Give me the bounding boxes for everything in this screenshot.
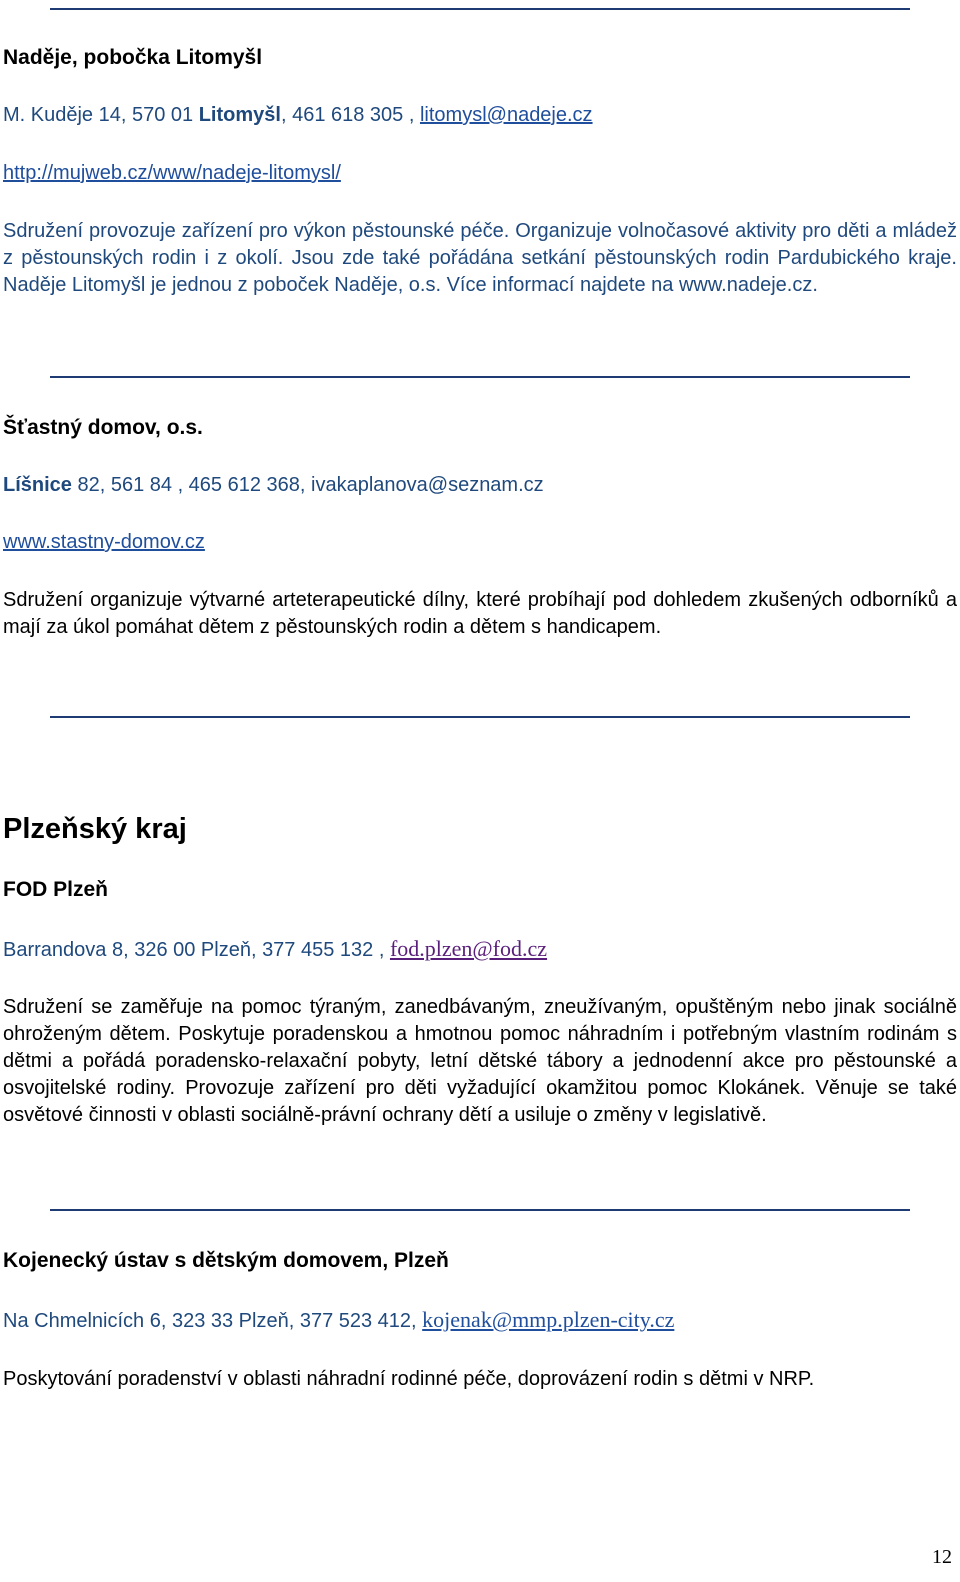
contact-line-fod-plzen — [3, 936, 547, 962]
web-link-stastny-domov[interactable]: www.stastny-domov.cz — [3, 531, 205, 553]
divider — [50, 1209, 910, 1211]
contact-phone: , 461 618 305 , — [280, 104, 420, 126]
email-link-fod-plzen[interactable]: fod.plzen@fod.cz — [389, 936, 548, 961]
web-link-nadeje[interactable]: http://mujweb.cz/www/nadeje-litomysl/ — [3, 162, 341, 184]
entry-title-kojenecky-ustav: Kojenecký ústav s dětským domovem, Plzeň — [3, 1249, 449, 1272]
region-heading: Plzeňský kraj — [3, 813, 187, 845]
section-title-nadeje: Naděje, pobočka Litomyšl — [3, 46, 263, 69]
contact-city: Líšnice — [3, 474, 72, 496]
entry-title-fod-plzen: FOD Plzeň — [3, 878, 109, 901]
contact-address: Barrandova 8, 326 00 Plzeň, 377 455 132 , — [3, 939, 390, 961]
contact-address: Na Chmelnicích 6, 323 33 Plzeň, 377 523 412, — [3, 1310, 423, 1332]
contact-line-nadeje — [3, 104, 593, 127]
section-title-stastny-domov: Šťastný domov, o.s. — [3, 416, 203, 439]
description-nadeje: Sdružení provozuje zařízení pro výkon pěstounské péče. Organizuje volnočasové aktivity pro děti a mládež z pěstounských rodin i z okolí. Jsou zde také pořádána setkání pěstounských rodin Pardubického kraje. Naděje Litomyšl je jednou z poboček Naděje, o.s. Více informací najdete na www.nadeje.cz. — [3, 220, 957, 296]
divider — [50, 376, 910, 378]
contact-city: Litomyšl — [198, 104, 281, 126]
description-kojenecky-ustav: Poskytování poradenství v oblasti náhradní rodinné péče, doprovázení rodin s dětmi v NRP. — [3, 1368, 815, 1390]
description-stastny-domov: Sdružení organizuje výtvarné arteterapeutické dílny, které probíhají pod dohledem zkušených odborníků a mají za úkol pomáhat dětem z pěstounských rodin a dětem s handicapem. — [3, 589, 957, 638]
contact-address: M. Kuděje 14, 570 01 — [3, 104, 199, 126]
description-fod-plzen: Sdružení se zaměřuje na pomoc týraným, zanedbávaným, zneužívaným, opuštěným nebo jinak sociálně ohroženým dětem. Poskytuje poradenskou a hmotnou pomoc náhradním i potřebným vlastním rodinám s dětmi a pořádá poradensko-relaxační pobyty, letní dětské tábory a jednodenní akce pro pěstounské a osvojitelské rodiny. Provozuje zařízení pro děti vyžadující okamžitou pomoc Klokánek. Věnuje se také osvětové činnosti v oblasti sociálně-právní ochrany dětí a usiluje o změny v legislativě. — [3, 996, 957, 1126]
contact-line-kojenecky-ustav — [3, 1307, 674, 1333]
page-number: 12 — [932, 1546, 952, 1568]
divider — [50, 716, 910, 718]
web-line-nadeje — [3, 162, 341, 185]
contact-line-stastny-domov — [3, 474, 544, 497]
contact-details: 82, 561 84 , 465 612 368, ivakaplanova@seznam.cz — [71, 474, 544, 496]
divider — [50, 8, 910, 10]
email-link-nadeje[interactable]: litomysl@nadeje.cz — [419, 104, 593, 126]
email-link-kojenecky-ustav[interactable]: kojenak@mmp.plzen-city.cz — [422, 1307, 675, 1332]
web-line-stastny-domov — [3, 531, 205, 554]
